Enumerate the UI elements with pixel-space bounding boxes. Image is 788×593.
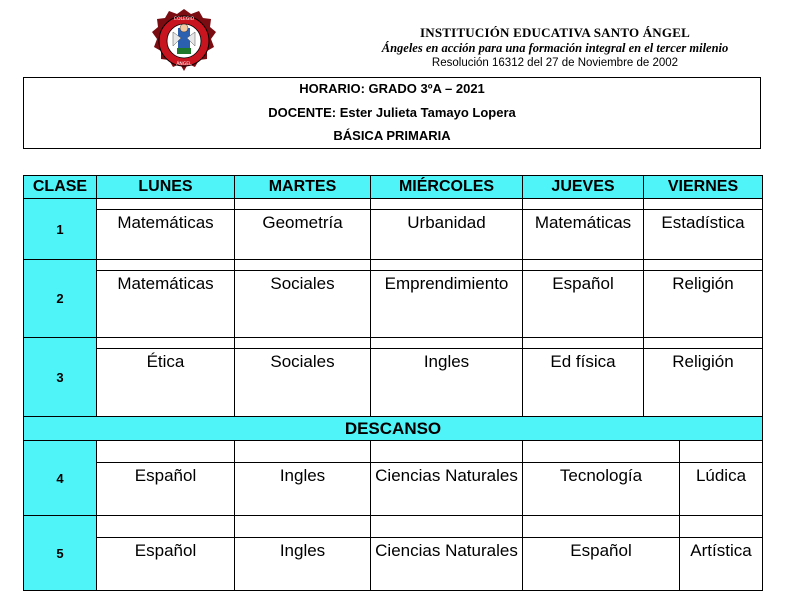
schedule-cell-spacer — [679, 440, 763, 463]
schedule-title: HORARIO: GRADO 3ºA – 2021 — [299, 81, 485, 96]
teacher-name: DOCENTE: Ester Julieta Tamayo Lopera — [268, 105, 516, 120]
schedule-cell-subject: Matemáticas — [96, 209, 235, 260]
schedule-cell-subject: Sociales — [234, 348, 371, 417]
schedule-cell-subject: Ciencias Naturales — [370, 537, 523, 591]
schedule-cell-subject: Ed física — [522, 348, 644, 417]
schedule-cell-subject: Español — [96, 462, 235, 516]
column-header-day-4: JUEVES — [522, 175, 644, 199]
institution-name: INSTITUCIÓN EDUCATIVA SANTO ÁNGEL — [420, 25, 690, 40]
break-row: DESCANSO — [23, 416, 763, 441]
schedule-cell-subject: Ingles — [370, 348, 523, 417]
schedule-cell-spacer — [370, 440, 523, 463]
schedule-cell-subject: Sociales — [234, 270, 371, 338]
schedule-cell-subject: Tecnología — [522, 462, 680, 516]
schedule-cell-subject: Religión — [643, 348, 763, 417]
schedule-cell-subject: Ingles — [234, 462, 371, 516]
schedule-cell-spacer — [522, 440, 680, 463]
institution-motto: Ángeles en acción para una formación integral en el tercer milenio — [381, 41, 729, 55]
schedule-info-box — [23, 77, 761, 149]
schedule-cell-spacer — [234, 440, 371, 463]
column-header-day-1: LUNES — [96, 175, 235, 199]
class-number: 2 — [23, 259, 97, 338]
school-level: BÁSICA PRIMARIA — [333, 128, 451, 143]
column-header-day-3: MIÉRCOLES — [370, 175, 523, 199]
svg-text:ÁNGEL: ÁNGEL — [176, 62, 192, 67]
schedule-cell-subject: Urbanidad — [370, 209, 523, 260]
institution-resolution: Resolución 16312 del 27 de Noviembre de 2002 — [431, 57, 679, 69]
schedule-cell-spacer — [96, 440, 235, 463]
schedule-cell-spacer — [234, 515, 371, 538]
schedule-cell-spacer — [679, 515, 763, 538]
column-header-clase: CLASE — [23, 175, 97, 199]
schedule-cell-subject: Ética — [96, 348, 235, 417]
svg-text:COLEGIO: COLEGIO — [173, 17, 195, 22]
schedule-cell-spacer — [96, 515, 235, 538]
schedule-cell-spacer — [370, 515, 523, 538]
schedule-cell-subject: Español — [522, 270, 644, 338]
school-crest-logo — [151, 8, 217, 76]
class-number: 5 — [23, 515, 97, 591]
class-number: 4 — [23, 440, 97, 516]
schedule-cell-subject: Religión — [643, 270, 763, 338]
schedule-cell-subject: Matemáticas — [96, 270, 235, 338]
schedule-cell-subject: Geometría — [234, 209, 371, 260]
class-number: 3 — [23, 337, 97, 417]
schedule-cell-subject: Lúdica — [679, 462, 763, 516]
schedule-cell-subject: Artística — [679, 537, 763, 591]
schedule-cell-subject: Emprendimiento — [370, 270, 523, 338]
schedule-cell-subject: Español — [96, 537, 235, 591]
schedule-cell-subject: Matemáticas — [522, 209, 644, 260]
schedule-cell-subject: Ciencias Naturales — [370, 462, 523, 516]
schedule-cell-spacer — [522, 515, 680, 538]
column-header-day-5: VIERNES — [643, 175, 763, 199]
column-header-day-2: MARTES — [234, 175, 371, 199]
class-number: 1 — [23, 198, 97, 260]
schedule-cell-subject: Estadística — [643, 209, 763, 260]
schedule-cell-subject: Español — [522, 537, 680, 591]
schedule-cell-subject: Ingles — [234, 537, 371, 591]
